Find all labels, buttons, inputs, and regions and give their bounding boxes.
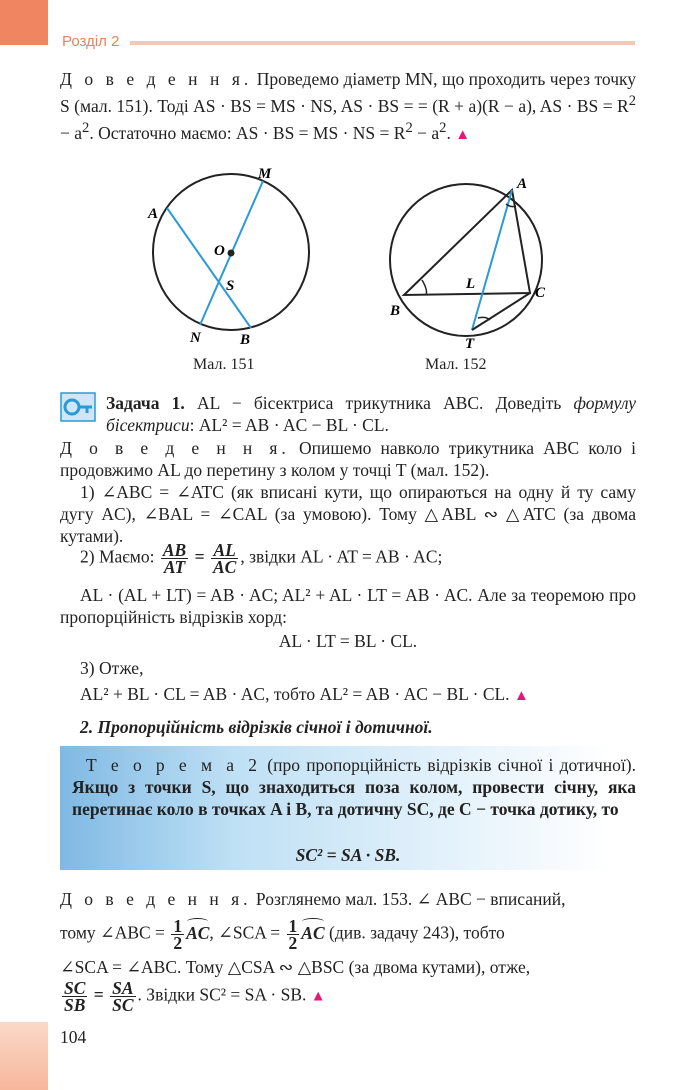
page-number: 104 (60, 1027, 87, 1047)
fraction-al-ac (211, 542, 238, 575)
proof1-line2: = (R + a)(R − a), AS · BS = R (417, 95, 629, 116)
fraction-half (171, 918, 184, 951)
arc-ac: AC (301, 922, 325, 943)
fraction-half (287, 918, 300, 951)
corner-decoration-bottom (0, 1022, 48, 1090)
fig151-label-n: N (190, 330, 201, 346)
fig151-label-o: O (214, 243, 225, 259)
fig152-angle-b (422, 280, 427, 295)
proof-lead: Д о в е д е н н я. (60, 889, 252, 909)
proof3-line2 (60, 918, 636, 951)
frac-num: AL (211, 542, 238, 559)
task1-title: Задача 1. (106, 393, 185, 413)
corner-decoration (0, 0, 48, 45)
fig151-caption: Мал. 151 (193, 356, 255, 373)
task1-paragraph (106, 392, 636, 436)
fig151-center-point (228, 250, 235, 257)
proof1-line3b: − a (412, 122, 440, 143)
proof3-line3: ∠SCA = ∠ABC. Тому △CSA ∾ △BSC (за двома кутами), отже, (60, 957, 531, 977)
theorem-paren: (про пропорційність відрізків січної і дотичної). (261, 755, 636, 775)
proof3-text1: Розглянемо мал. 153. ∠ ABC − вписаний, (251, 889, 566, 909)
proof3-text2a: тому ∠ABC = (60, 922, 170, 943)
end-marker-icon: ▲ (513, 688, 529, 704)
theorem-text: Якщо з точки S, що знаходиться поза колом, провести січну, яка перетинає коло в точках A і B, та дотичну SC, де C − точка дотику, то (72, 777, 636, 819)
fig152-caption: Мал. 152 (425, 356, 487, 373)
proof2-final (80, 683, 636, 707)
fig152-circle (390, 184, 542, 336)
fig151-label-b: B (240, 332, 251, 348)
end-marker-icon: ▲ (455, 126, 471, 143)
theorem2-paragraph (72, 754, 636, 820)
figure-151 (140, 160, 340, 350)
proof2-text: Опишемо навколо трикутника ABC коло і продовжимо AL до перетину з колом у точці T (мал. 152). (60, 438, 636, 480)
step2-tail: , звідки AL · AT = AB · AC; (240, 546, 443, 567)
fig152-label-c: C (535, 285, 546, 301)
fraction-sa-sc (110, 980, 135, 1013)
end-marker-icon: ▲ (310, 988, 326, 1005)
frac-den: SB (64, 995, 86, 1015)
proof3-text4: . Звідки SC² = SA · SB. (137, 984, 307, 1005)
proof3-text2c: (див. задачу 243), тобто (324, 922, 505, 943)
proof1-line2c: . Остаточно маємо: (89, 122, 232, 143)
fig152-label-l: L (466, 276, 476, 292)
task1-text: AL − бісектриса трикутника ABC. Доведіть (184, 393, 562, 413)
proof1-line2b: − a (60, 122, 83, 143)
fraction-ab-at (161, 542, 188, 575)
proof2-step3: 3) Отже, (80, 658, 144, 678)
key-icon (60, 392, 96, 422)
proof1-line3c: . (446, 122, 451, 143)
proof2-line-al: AL · (AL + LT) = AB · AC; AL² + AL · LT = AB · AC. Але за теоремою про пропорційність відрізків хорд: (60, 585, 636, 627)
frac-num: 1 (173, 916, 183, 936)
task1-formula: : AL² = AB · AC − BL · CL. (189, 415, 389, 435)
figure-152 (380, 170, 560, 350)
theorem-lead: Т е о р е м а 2 (86, 755, 262, 775)
final-formula: AL² + BL · CL = AB · AC, тобто AL² = AB · AC − BL · CL. (80, 684, 510, 704)
chord-formula: AL · LT = BL · CL. (278, 631, 418, 651)
proof1-line3: AS · BS = MS · NS = R (235, 122, 406, 143)
proof1-paragraph: Д о в е д е н н я. Проведемо діаметр MN, що проходить через точку S (мал. 151). Тоді AS · BS = MS · NS, AS · BS = = (R + a)(R − a), AS · BS = $R^2 - a^2$. Остаточно маємо: AS · BS = MS · NS = $R^2 - a^2$. ▲ (60, 69, 636, 143)
fig151-label-m: M (258, 166, 272, 182)
frac-den: AT (163, 557, 186, 577)
fraction-sc-sb (62, 980, 87, 1013)
step2-label: 2) Маємо: (80, 546, 155, 567)
frac-num: SC (64, 978, 86, 998)
proof-lead: Д о в е д е н н я. (60, 69, 253, 89)
frac-num: 1 (288, 916, 298, 936)
fig152-label-b: B (390, 303, 401, 319)
frac-den: AC (212, 557, 237, 577)
fig151-label-s: S (226, 278, 235, 294)
arc-ac: AC (186, 922, 210, 943)
header-rule (130, 41, 635, 45)
proof3-text2b: , ∠SCA = (209, 922, 285, 943)
fig152-label-t: T (465, 336, 475, 350)
proof2-paragraph (60, 437, 636, 481)
proof2-step2: 2) Маємо: $\frac{AB}{AT}$ = $\frac{AL}{AC}$ , звідки AL · AT = AB · AC; (80, 540, 443, 577)
task1-formula-label: формулу бісектриси (106, 393, 637, 435)
theorem2-formula: SC² = SA · SB. (295, 845, 401, 865)
fig151-label-a: A (148, 206, 159, 222)
proof1-line1: Проведемо діаметр MN, що проходить через точку S (мал. 151). Тоді AS · BS = MS · NS, AS · BS = (60, 69, 636, 116)
frac-num: AB (162, 540, 187, 560)
frac-den: SC (112, 995, 134, 1015)
proof-lead: Д о в е д е н н я. (60, 438, 290, 458)
frac-den: 2 (173, 933, 183, 953)
chapter-label: Розділ 2 (62, 33, 120, 50)
frac-den: 2 (288, 933, 298, 953)
frac-num: SA (112, 978, 134, 998)
proof3-line1 (60, 888, 636, 910)
proof2-step1: 1) ∠ABC = ∠ATC (як вписані кути, що опираються на одну й ту саму дугу AC), ∠BAL = ∠CAL (за умовою). Тому △ABL ∾ △ATC (за двома кутами). (60, 482, 636, 546)
fig152-label-a: A (517, 176, 528, 192)
proof3-line4: $\frac{SC}{SB}$ = $\frac{SA}{SC}$ . Звідки SC² = SA · SB. ▲ (64, 978, 326, 1015)
section2-title: 2. Пропорційність відрізків січної і дотичної. (80, 717, 433, 737)
